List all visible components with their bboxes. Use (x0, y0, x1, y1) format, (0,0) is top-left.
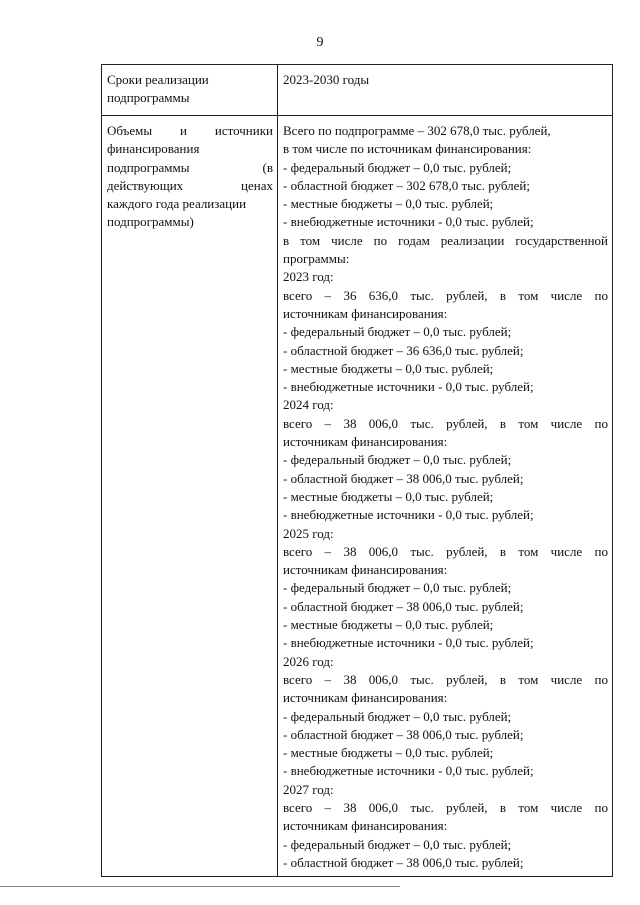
funding-line: - областной бюджет – 38 006,0 тыс. рублей; (283, 726, 524, 742)
funding-line: - местные бюджеты – 0,0 тыс. рублей; (283, 745, 494, 761)
funding-line: 2024 год: (283, 397, 334, 413)
funding-line: 2026 год: (283, 653, 334, 669)
funding-line: 2025 год: (283, 525, 334, 541)
funding-line: всего – 38 006,0 тыс. рублей, в том числе по (283, 543, 608, 559)
funding-line: - областной бюджет – 36 636,0 тыс. рублей; (283, 342, 524, 358)
footer-divider (0, 886, 400, 887)
funding-line: - федеральный бюджет – 0,0 тыс. рублей; (283, 708, 512, 724)
funding-line: - федеральный бюджет – 0,0 тыс. рублей; (283, 324, 512, 340)
funding-line: - внебюджетные источники - 0,0 тыс. рублей; (283, 507, 534, 523)
funding-line: - областной бюджет – 38 006,0 тыс. рублей; (283, 470, 524, 486)
funding-line: всего – 38 006,0 тыс. рублей, в том числе по (283, 415, 608, 431)
label-line: подпрограммы) (107, 214, 194, 230)
table-row-funding (102, 116, 613, 877)
label-line: финансирования (107, 141, 200, 157)
page-number: 9 (316, 35, 324, 50)
funding-line: 2023 год: (283, 269, 334, 285)
label-line: Сроки реализации (107, 72, 209, 87)
value-cell-funding (278, 116, 613, 877)
label-line: Объемы и источники (107, 123, 273, 138)
value-cell-implementation-period (278, 65, 613, 116)
funding-line: источникам финансирования: (283, 305, 448, 321)
funding-line: - внебюджетные источники - 0,0 тыс. рублей; (283, 379, 534, 395)
funding-line: - местные бюджеты – 0,0 тыс. рублей; (283, 360, 494, 376)
funding-line: источникам финансирования: (283, 434, 448, 450)
implementation-period-value: 2023-2030 годы (283, 72, 370, 87)
funding-line: - федеральный бюджет – 0,0 тыс. рублей; (283, 159, 512, 175)
funding-line: - внебюджетные источники - 0,0 тыс. рублей; (283, 763, 534, 779)
funding-line: Всего по подпрограмме – 302 678,0 тыс. рублей, (283, 123, 551, 138)
passport-table (101, 64, 613, 877)
funding-line: источникам финансирования: (283, 562, 448, 578)
funding-line: - местные бюджеты – 0,0 тыс. рублей; (283, 617, 494, 633)
funding-line: в том числе по источникам финансирования: (283, 141, 532, 157)
label-line: подпрограммы (в (107, 159, 273, 175)
table-row-implementation-period (102, 65, 613, 116)
funding-line: - федеральный бюджет – 0,0 тыс. рублей; (283, 452, 512, 468)
funding-line: - федеральный бюджет – 0,0 тыс. рублей; (283, 580, 512, 596)
funding-line: - внебюджетные источники - 0,0 тыс. рублей; (283, 214, 534, 230)
funding-line: - федеральный бюджет – 0,0 тыс. рублей; (283, 836, 512, 852)
label-cell-funding (102, 116, 278, 877)
funding-line: - местные бюджеты – 0,0 тыс. рублей; (283, 488, 494, 504)
funding-line: программы: (283, 251, 350, 267)
funding-line: - местные бюджеты – 0,0 тыс. рублей; (283, 196, 494, 212)
funding-line: - внебюджетные источники - 0,0 тыс. рублей; (283, 635, 534, 651)
funding-line: - областной бюджет – 38 006,0 тыс. рублей; (283, 598, 524, 614)
label-line: действующих ценах (107, 177, 273, 193)
funding-line: всего – 36 636,0 тыс. рублей, в том числе по (283, 287, 608, 303)
funding-line: источникам финансирования: (283, 818, 448, 834)
label-line: подпрограммы (107, 90, 190, 106)
label-line: каждого года реализации (107, 196, 247, 212)
funding-line: источникам финансирования: (283, 690, 448, 706)
funding-line: всего – 38 006,0 тыс. рублей, в том числе по (283, 671, 608, 687)
label-cell-implementation-period (102, 65, 278, 116)
funding-line: в том числе по годам реализации государственной (283, 232, 608, 248)
funding-line: всего – 38 006,0 тыс. рублей, в том числе по (283, 799, 608, 815)
funding-line: - областной бюджет – 302 678,0 тыс. рублей; (283, 177, 530, 193)
funding-line: - областной бюджет – 38 006,0 тыс. рублей; (283, 854, 524, 870)
funding-line: 2027 год: (283, 781, 334, 797)
